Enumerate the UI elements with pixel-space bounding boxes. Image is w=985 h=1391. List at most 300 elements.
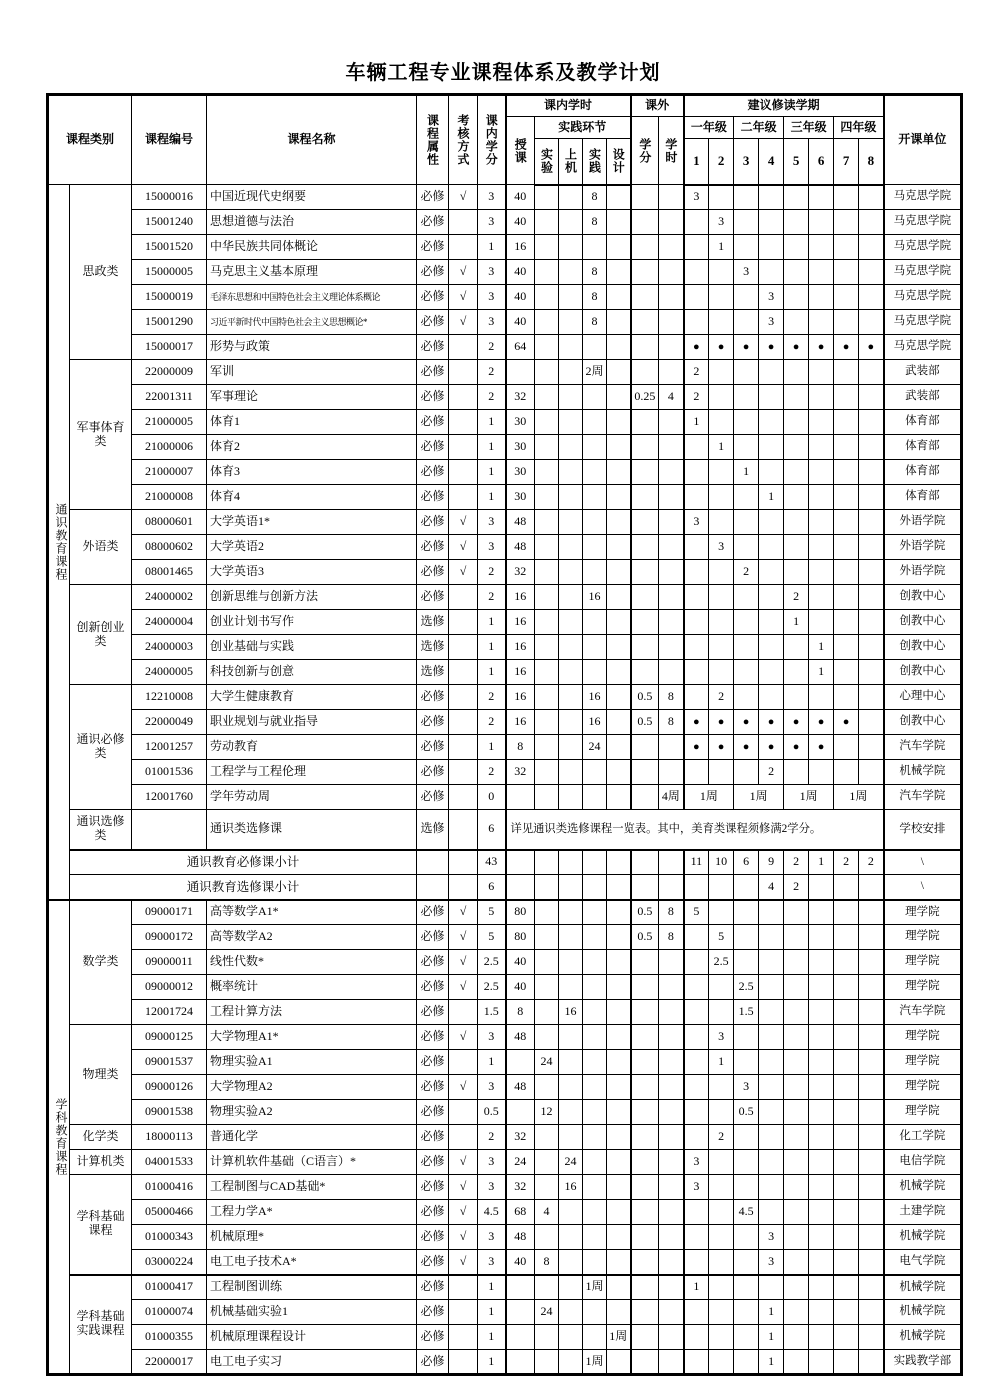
semester-credit	[684, 1125, 709, 1150]
design-hours	[607, 850, 631, 875]
semester-credit: 2	[859, 850, 884, 875]
practice-hours	[583, 1250, 607, 1275]
credits: 0.5	[478, 1100, 506, 1125]
semester-credit	[759, 1050, 784, 1075]
semester-credit	[709, 510, 734, 535]
experiment-hours	[535, 735, 559, 760]
extra-credit	[631, 1300, 659, 1325]
attribute: 必修	[417, 360, 449, 385]
header-grade-1: 一年级	[684, 117, 734, 139]
semester-credit: ●	[784, 335, 809, 360]
course-row	[48, 810, 962, 850]
credits: 1	[478, 435, 506, 460]
semester-credit	[834, 360, 859, 385]
header-extra-hours: 学时	[659, 117, 684, 185]
semester-credit	[684, 685, 709, 710]
design-hours	[607, 285, 631, 310]
extra-credit	[631, 760, 659, 785]
semester-credit	[684, 1350, 709, 1375]
semester-credit: 3	[734, 1075, 759, 1100]
experiment-hours	[535, 1125, 559, 1150]
semester-credit	[834, 285, 859, 310]
semester-credit	[859, 735, 884, 760]
practice-hours	[583, 385, 607, 410]
experiment-hours	[535, 850, 559, 875]
extra-credit	[631, 610, 659, 635]
course-name: 创业基础与实践	[207, 635, 417, 660]
semester-credit	[809, 1175, 834, 1200]
semester-credit	[759, 1175, 784, 1200]
design-hours	[607, 585, 631, 610]
semester-credit	[759, 185, 784, 210]
lecture-hours: 48	[506, 1225, 535, 1250]
semester-credit	[734, 660, 759, 685]
extra-credit	[631, 1100, 659, 1125]
offering-unit: \	[884, 875, 962, 900]
semester-credit: 2	[684, 360, 709, 385]
semester-credit	[784, 310, 809, 335]
computer-hours	[559, 535, 583, 560]
credits: 1.5	[478, 1000, 506, 1025]
credits: 1	[478, 660, 506, 685]
experiment-hours	[535, 635, 559, 660]
semester-credit	[759, 535, 784, 560]
extra-hours	[659, 535, 684, 560]
semester-credit: 3	[759, 1225, 784, 1250]
extra-credit	[631, 1075, 659, 1100]
practice-hours	[583, 1200, 607, 1225]
assessment-check	[449, 485, 478, 510]
design-hours	[607, 925, 631, 950]
course-name: 体育1	[207, 410, 417, 435]
attribute: 必修	[417, 535, 449, 560]
semester-credit	[709, 1350, 734, 1375]
semester-credit	[859, 610, 884, 635]
course-row	[48, 685, 962, 710]
extra-credit	[631, 1150, 659, 1175]
extra-hours	[659, 1075, 684, 1100]
extra-credit	[631, 1275, 659, 1300]
header-unit: 开课单位	[884, 95, 962, 185]
semester-credit: ●	[784, 710, 809, 735]
extra-credit	[631, 1050, 659, 1075]
semester-credit	[784, 485, 809, 510]
experiment-hours	[535, 660, 559, 685]
semester-credit	[859, 235, 884, 260]
assessment-check	[449, 850, 478, 875]
practice-hours	[583, 335, 607, 360]
attribute: 必修	[417, 1275, 449, 1300]
course-name: 毛泽东思想和中国特色社会主义理论体系概论	[207, 285, 417, 310]
practice-hours: 2周	[583, 360, 607, 385]
extra-hours	[659, 185, 684, 210]
course-row	[48, 785, 962, 810]
extra-hours	[659, 875, 684, 900]
design-hours	[607, 385, 631, 410]
design-hours	[607, 975, 631, 1000]
semester-credit	[859, 1300, 884, 1325]
semester-credit: 1	[734, 460, 759, 485]
group-label: 通识选修类	[70, 810, 132, 850]
attribute	[417, 875, 449, 900]
assessment-check: √	[449, 1075, 478, 1100]
computer-hours	[559, 260, 583, 285]
semester-credit	[784, 385, 809, 410]
semester-credit: 1周	[684, 785, 734, 810]
semester-credit	[734, 1250, 759, 1275]
semester-credit	[859, 385, 884, 410]
attribute: 必修	[417, 1175, 449, 1200]
semester-credit	[709, 1225, 734, 1250]
assessment-check	[449, 360, 478, 385]
semester-credit	[834, 185, 859, 210]
design-hours	[607, 435, 631, 460]
header-grade-2: 二年级	[734, 117, 784, 139]
semester-credit	[709, 385, 734, 410]
semester-credit	[759, 210, 784, 235]
semester-credit: ●	[809, 710, 834, 735]
semester-credit	[759, 410, 784, 435]
section-label: 学科教育课程	[48, 900, 70, 1375]
semester-credit: 0.5	[734, 1100, 759, 1125]
semester-credit	[709, 185, 734, 210]
assessment-check	[449, 810, 478, 850]
assessment-check	[449, 760, 478, 785]
semester-credit	[784, 685, 809, 710]
extra-credit	[631, 335, 659, 360]
course-name: 形势与政策	[207, 335, 417, 360]
design-hours	[607, 1225, 631, 1250]
semester-credit	[684, 1100, 709, 1125]
course-row	[48, 385, 962, 410]
design-hours	[607, 360, 631, 385]
semester-credit: 2	[734, 560, 759, 585]
semester-credit	[834, 1075, 859, 1100]
semester-credit: 2	[684, 385, 709, 410]
extra-credit	[631, 460, 659, 485]
semester-credit	[709, 1150, 734, 1175]
credits: 3	[478, 210, 506, 235]
extra-hours: 4	[659, 385, 684, 410]
course-name: 机械原理课程设计	[207, 1325, 417, 1350]
credits: 3	[478, 310, 506, 335]
attribute: 必修	[417, 900, 449, 925]
semester-credit	[759, 360, 784, 385]
offering-unit: 汽车学院	[884, 1000, 962, 1025]
semester-credit: 6	[734, 850, 759, 875]
computer-hours	[559, 975, 583, 1000]
design-hours	[607, 1125, 631, 1150]
experiment-hours	[535, 900, 559, 925]
lecture-hours: 16	[506, 685, 535, 710]
computer-hours	[559, 585, 583, 610]
semester-credit	[809, 435, 834, 460]
design-hours	[607, 685, 631, 710]
computer-hours	[559, 735, 583, 760]
semester-credit	[684, 1325, 709, 1350]
assessment-check: √	[449, 285, 478, 310]
offering-unit: 外语学院	[884, 510, 962, 535]
semester-credit	[859, 260, 884, 285]
header-grade-4: 四年级	[834, 117, 884, 139]
attribute: 必修	[417, 1100, 449, 1125]
curriculum-table	[46, 93, 963, 1376]
semester-credit: ●	[734, 735, 759, 760]
experiment-hours	[535, 585, 559, 610]
course-name: 概率统计	[207, 975, 417, 1000]
extra-hours	[659, 1025, 684, 1050]
design-hours	[607, 950, 631, 975]
extra-hours	[659, 585, 684, 610]
course-code: 01001536	[132, 760, 207, 785]
semester-credit	[834, 660, 859, 685]
course-row	[48, 1075, 962, 1100]
credits: 2.5	[478, 975, 506, 1000]
semester-credit	[709, 1200, 734, 1225]
experiment-hours	[535, 1225, 559, 1250]
extra-credit	[631, 1350, 659, 1375]
semester-credit	[834, 1325, 859, 1350]
course-code: 09000171	[132, 900, 207, 925]
semester-credit	[709, 610, 734, 635]
course-code: 09000126	[132, 1075, 207, 1100]
attribute: 必修	[417, 760, 449, 785]
course-code: 21000008	[132, 485, 207, 510]
semester-credit	[759, 1075, 784, 1100]
semester-credit	[809, 310, 834, 335]
assessment-check	[449, 710, 478, 735]
extra-credit	[631, 535, 659, 560]
course-name: 高等数学A2	[207, 925, 417, 950]
semester-credit	[709, 585, 734, 610]
practice-hours	[583, 1100, 607, 1125]
credits: 3	[478, 1175, 506, 1200]
semester-credit: ●	[684, 710, 709, 735]
offering-unit: 理学院	[884, 1100, 962, 1125]
attribute: 必修	[417, 435, 449, 460]
design-hours	[607, 485, 631, 510]
experiment-hours	[535, 1025, 559, 1050]
course-code: 15001520	[132, 235, 207, 260]
offering-unit: 土建学院	[884, 1200, 962, 1225]
semester-credit	[859, 460, 884, 485]
credits: 3	[478, 260, 506, 285]
course-name: 军事理论	[207, 385, 417, 410]
semester-credit: ●	[759, 710, 784, 735]
attribute: 必修	[417, 185, 449, 210]
course-row	[48, 660, 962, 685]
attribute: 必修	[417, 335, 449, 360]
experiment-hours	[535, 535, 559, 560]
assessment-check	[449, 1125, 478, 1150]
assessment-check	[449, 635, 478, 660]
semester-credit	[734, 1150, 759, 1175]
course-name: 电工电子实习	[207, 1350, 417, 1375]
offering-unit: 心理中心	[884, 685, 962, 710]
semester-credit	[709, 1075, 734, 1100]
lecture-hours	[506, 875, 535, 900]
computer-hours	[559, 1200, 583, 1225]
semester-credit: 1	[809, 660, 834, 685]
extra-hours	[659, 660, 684, 685]
semester-credit	[809, 360, 834, 385]
extra-hours	[659, 310, 684, 335]
course-row	[48, 1300, 962, 1325]
course-name: 创业计划书写作	[207, 610, 417, 635]
credits: 2	[478, 360, 506, 385]
course-name: 体育2	[207, 435, 417, 460]
lecture-hours	[506, 850, 535, 875]
semester-credit	[809, 900, 834, 925]
extra-credit	[631, 635, 659, 660]
semester-credit	[759, 685, 784, 710]
lecture-hours: 40	[506, 285, 535, 310]
course-code: 15001240	[132, 210, 207, 235]
extra-credit	[631, 1000, 659, 1025]
semester-credit	[859, 1000, 884, 1025]
course-row	[48, 1025, 962, 1050]
assessment-check: √	[449, 1225, 478, 1250]
course-row	[48, 285, 962, 310]
course-code: 15000017	[132, 335, 207, 360]
computer-hours	[559, 310, 583, 335]
extra-hours	[659, 1300, 684, 1325]
semester-credit: 1	[684, 410, 709, 435]
credits: 1	[478, 1350, 506, 1375]
header-course-name: 课程名称	[207, 95, 417, 185]
lecture-hours	[506, 1300, 535, 1325]
lecture-hours	[506, 1100, 535, 1125]
credits: 2	[478, 335, 506, 360]
semester-credit	[834, 385, 859, 410]
semester-credit	[759, 900, 784, 925]
semester-credit: 4.5	[734, 1200, 759, 1225]
offering-unit: 创教中心	[884, 660, 962, 685]
semester-credit	[809, 1000, 834, 1025]
semester-credit	[734, 585, 759, 610]
experiment-hours	[535, 560, 559, 585]
computer-hours	[559, 875, 583, 900]
experiment-hours	[535, 510, 559, 535]
offering-unit: 理学院	[884, 1075, 962, 1100]
computer-hours	[559, 485, 583, 510]
semester-credit	[859, 710, 884, 735]
extra-credit	[631, 510, 659, 535]
header-course-category: 课程类别	[48, 95, 132, 185]
semester-credit	[809, 610, 834, 635]
course-name: 中国近现代史纲要	[207, 185, 417, 210]
table-header	[48, 95, 962, 185]
lecture-hours: 30	[506, 410, 535, 435]
offering-unit: 理学院	[884, 1050, 962, 1075]
semester-credit	[784, 1175, 809, 1200]
extra-hours	[659, 485, 684, 510]
attribute: 必修	[417, 685, 449, 710]
attribute: 选修	[417, 635, 449, 660]
computer-hours: 16	[559, 1000, 583, 1025]
computer-hours	[559, 1350, 583, 1375]
semester-credit	[859, 635, 884, 660]
computer-hours	[559, 1325, 583, 1350]
course-row	[48, 560, 962, 585]
assessment-check: √	[449, 950, 478, 975]
extra-credit	[631, 950, 659, 975]
extra-hours	[659, 1250, 684, 1275]
subtotal-label: 通识教育选修课小计	[70, 875, 417, 900]
semester-credit: ●	[809, 735, 834, 760]
course-row	[48, 1225, 962, 1250]
course-code: 08001465	[132, 560, 207, 585]
practice-hours: 24	[583, 735, 607, 760]
experiment-hours	[535, 385, 559, 410]
subtotal-label: 通识教育必修课小计	[70, 850, 417, 875]
electives-note: 详见通识类选修课程一览表。其中，美育类课程须修满2学分。	[506, 810, 884, 850]
practice-hours	[583, 435, 607, 460]
semester-credit	[834, 410, 859, 435]
semester-credit: 2	[784, 585, 809, 610]
semester-credit	[734, 950, 759, 975]
semester-credit	[709, 660, 734, 685]
course-row	[48, 950, 962, 975]
attribute: 必修	[417, 310, 449, 335]
semester-credit	[784, 360, 809, 385]
credits: 1	[478, 410, 506, 435]
extra-credit	[631, 1325, 659, 1350]
semester-credit	[784, 975, 809, 1000]
semester-credit	[859, 1175, 884, 1200]
semester-credit	[759, 560, 784, 585]
course-row	[48, 925, 962, 950]
semester-credit	[784, 535, 809, 560]
assessment-check: √	[449, 975, 478, 1000]
semester-credit	[734, 1275, 759, 1300]
offering-unit: 机械学院	[884, 1225, 962, 1250]
offering-unit: 机械学院	[884, 1275, 962, 1300]
attribute: 必修	[417, 1125, 449, 1150]
attribute: 必修	[417, 1050, 449, 1075]
semester-credit	[859, 1125, 884, 1150]
semester-credit	[734, 1025, 759, 1050]
offering-unit: 电气学院	[884, 1250, 962, 1275]
credits: 1	[478, 610, 506, 635]
semester-credit	[784, 1150, 809, 1175]
semester-credit: 1	[809, 850, 834, 875]
assessment-check	[449, 660, 478, 685]
course-code: 09000012	[132, 975, 207, 1000]
semester-credit	[859, 310, 884, 335]
attribute: 选修	[417, 660, 449, 685]
course-name: 大学物理A1*	[207, 1025, 417, 1050]
offering-unit: 实践教学部	[884, 1350, 962, 1375]
semester-credit	[859, 685, 884, 710]
course-code	[132, 810, 207, 850]
header-sem-3: 3	[734, 139, 759, 185]
practice-hours	[583, 1300, 607, 1325]
semester-credit: 1	[784, 610, 809, 635]
semester-credit	[784, 410, 809, 435]
semester-credit: 1	[709, 235, 734, 260]
course-name: 大学英语1*	[207, 510, 417, 535]
semester-credit: 1	[759, 1350, 784, 1375]
design-hours	[607, 535, 631, 560]
computer-hours	[559, 185, 583, 210]
design-hours	[607, 510, 631, 535]
semester-credit	[784, 210, 809, 235]
credits: 1	[478, 735, 506, 760]
course-name: 工程制图训练	[207, 1275, 417, 1300]
offering-unit: 外语学院	[884, 535, 962, 560]
experiment-hours	[535, 785, 559, 810]
